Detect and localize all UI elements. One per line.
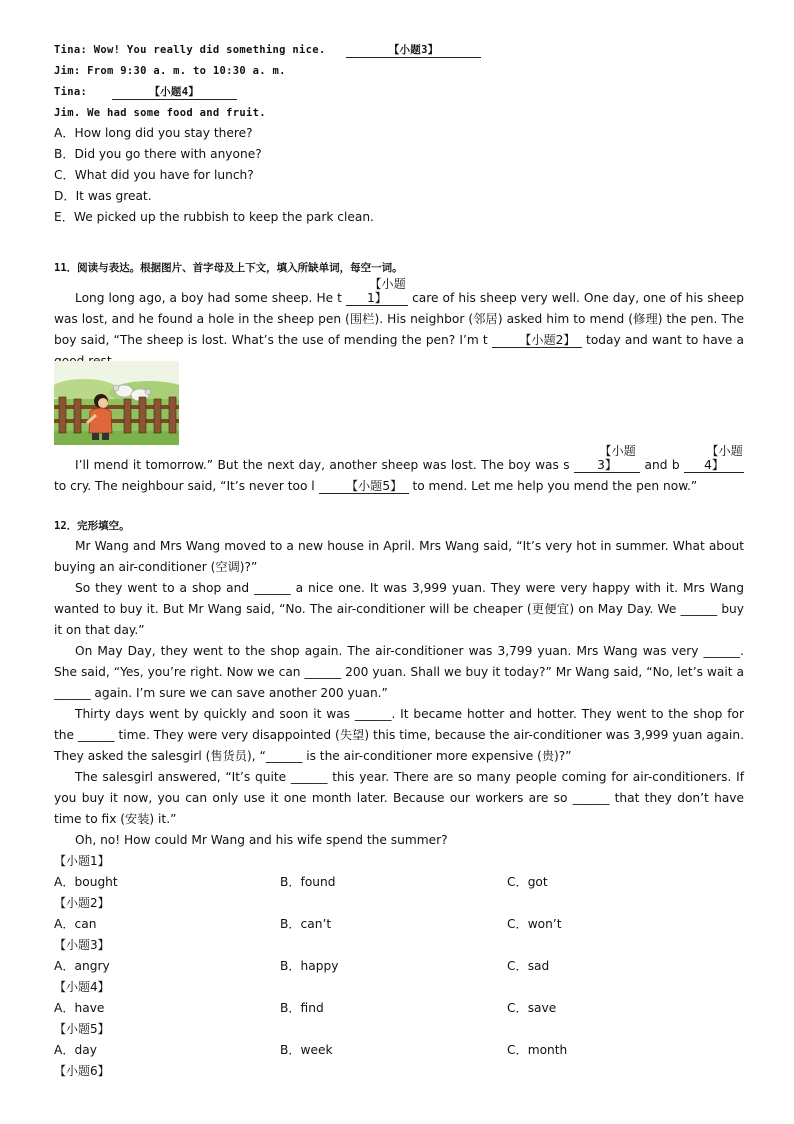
q11-blank-2-label: 【小题2】 <box>519 333 576 347</box>
dialogue-blank-3[interactable] <box>346 43 481 58</box>
dialogue-blank-3-label: 【小题3】 <box>388 44 439 56</box>
q11-blank-4[interactable] <box>684 444 744 473</box>
dialogue-blank-4-label: 【小题4】 <box>149 86 200 98</box>
dialogue-option-a: A．How long did you stay there? <box>54 126 253 140</box>
dialogue-blank-4[interactable] <box>112 85 237 100</box>
q11-blank-5-label: 【小题5】 <box>345 479 403 493</box>
q11-text-2d: to mend. Let me help you mend the pen now.” <box>412 479 698 493</box>
dialogue-line-4: Jim. We had some food and fruit. <box>54 107 266 119</box>
q11-blank-1-label: 【小题1】 <box>367 277 406 305</box>
subquestion-3-label: 【小题3】 <box>54 938 110 952</box>
q11-blank-5[interactable] <box>319 479 409 494</box>
question-12-heading: 12．完形填空。 <box>54 520 130 532</box>
q11-blank-1[interactable] <box>346 277 408 306</box>
question-11-passage-1 <box>54 277 744 372</box>
subquestion-5-option-a[interactable]: A．day <box>54 1043 97 1057</box>
subquestion-1-option-a[interactable]: A．bought <box>54 875 118 889</box>
q12-paragraph-4: Thirty days went by quickly and soon it was ______. It became hotter and hotter. They went to the shop for the ______ time. They were very disappointed (失望) this time, because the air-conditioner was 3,999 yuan again. They asked the salesgirl (售货员), “______ is the air-conditioner more expensive (贵)?” <box>54 707 744 763</box>
q11-blank-3-label: 【小题3】 <box>597 444 636 472</box>
subquestion-3-option-a[interactable]: A．angry <box>54 959 110 973</box>
subquestion-1-option-b[interactable]: B．found <box>280 875 336 889</box>
subquestion-3-options <box>54 957 754 977</box>
subquestion-1-label: 【小题1】 <box>54 854 110 868</box>
subquestion-2-option-b[interactable]: B．can’t <box>280 917 332 931</box>
dialogue-line-3-text: Tina: <box>54 86 88 98</box>
subquestion-4-option-a[interactable]: A．have <box>54 1001 105 1015</box>
subquestion-4-options <box>54 999 754 1019</box>
question-11-heading: 11．阅读与表达。根据图片、首字母及上下文，填入所缺单词，每空一词。 <box>54 262 403 274</box>
dialogue-line-1 <box>54 41 481 59</box>
q11-text-1c: today and want to have a <box>586 333 745 347</box>
dialogue-option-c: C．What did you have for lunch? <box>54 168 254 182</box>
subquestion-6-label: 【小题6】 <box>54 1064 110 1078</box>
subquestion-5-option-c[interactable]: C．month <box>507 1043 568 1057</box>
boy-and-sheep-pen-illustration <box>54 361 179 445</box>
q12-paragraph-5: The salesgirl answered, “It’s quite ______ this year. There are so many people coming for air-conditioners. If you buy it now, you can only use it one month later. Because our workers are so ______ that they don’t have time to fix (安装) it.” <box>54 770 744 826</box>
subquestion-1-options <box>54 873 754 893</box>
subquestion-3-option-c[interactable]: C．sad <box>507 959 550 973</box>
dialogue-line-3 <box>54 83 237 101</box>
q12-paragraph-3: On May Day, they went to the shop again. The air-conditioner was 3,799 yuan. Mrs Wang was very ______. She said, “Yes, you’re right. Now we can ______ 200 yuan. Shall we buy it today?” Mr Wang said, “No, let’s wait a ______ again. I’m sure we can save another 200 yuan.” <box>54 644 744 700</box>
subquestion-5-label: 【小题5】 <box>54 1022 110 1036</box>
q11-blank-4-label: 【小题4】 <box>704 444 743 472</box>
question-12-passage <box>54 536 744 851</box>
subquestion-2-option-a[interactable]: A．can <box>54 917 97 931</box>
dialogue-line-2: Jim: From 9:30 a. m. to 10:30 a. m. <box>54 65 286 77</box>
subquestion-2-option-c[interactable]: C．won’t <box>507 917 562 931</box>
question-11-passage-2 <box>54 444 744 497</box>
dialogue-option-b: B．Did you go there with anyone? <box>54 147 262 161</box>
q11-blank-3[interactable] <box>574 444 640 473</box>
q12-paragraph-2: So they went to a shop and ______ a nice one. It was 3,999 yuan. They were very happy with it. Mrs Wang wanted to buy it. But Mr Wang said, “No. The air-conditioner will be cheaper (更便宜) on May Day. We ______ buy it on that day.” <box>54 581 744 637</box>
q11-text-2c: to cry. The neighbour said, “It’s never too l <box>54 479 315 493</box>
q11-text-2b: and b <box>644 458 680 472</box>
dialogue-option-d: D．It was great. <box>54 189 152 203</box>
subquestion-3-option-b[interactable]: B．happy <box>280 959 339 973</box>
q12-paragraph-6: Oh, no! How could Mr Wang and his wife spend the summer? <box>75 833 448 847</box>
subquestion-5-options <box>54 1041 754 1061</box>
subquestion-4-option-b[interactable]: B．find <box>280 1001 324 1015</box>
subquestion-2-label: 【小题2】 <box>54 896 110 910</box>
subquestion-1-option-c[interactable]: C．got <box>507 875 548 889</box>
q11-blank-2[interactable] <box>492 333 582 348</box>
subquestion-5-option-b[interactable]: B．week <box>280 1043 333 1057</box>
q11-text-1a: Long long ago, a boy had some sheep. He t <box>75 291 342 305</box>
q12-paragraph-1: Mr Wang and Mrs Wang moved to a new house in April. Mrs Wang said, “It’s very hot in summer. What about buying an air-conditioner (空调)?” <box>54 539 744 574</box>
dialogue-option-e: E．We picked up the rubbish to keep the park clean. <box>54 210 374 224</box>
subquestion-4-label: 【小题4】 <box>54 980 110 994</box>
q11-text-2a: I’ll mend it tomorrow.” But the next day, another sheep was lost. The boy was s <box>75 458 570 472</box>
subquestion-4-option-c[interactable]: C．save <box>507 1001 557 1015</box>
q11-text-1b: care of his sheep very well. One day, one of his sheep was lost, and he found a hole in the sheep pen (围栏). His neighbor (邻居) asked him to mend (修理) the pen. The boy said, “The sheep is lost. What’s the use of mending the pen? I’m t <box>54 291 745 347</box>
subquestion-2-options <box>54 915 754 935</box>
dialogue-line-1-text: Tina: Wow! You really did something nice. <box>54 44 326 56</box>
